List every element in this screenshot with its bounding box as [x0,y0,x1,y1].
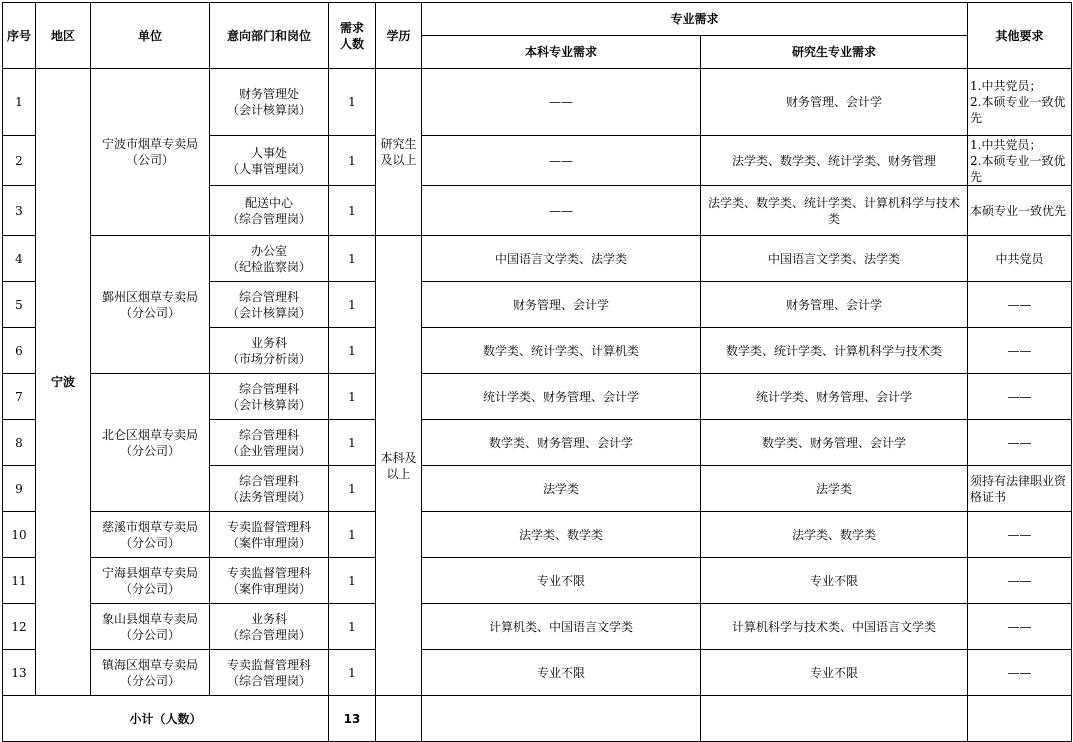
dept-line: （案件审理岗） [226,535,311,550]
major-pg-cell: 统计学类、财务管理、会计学 [701,374,968,420]
dept-cell [210,466,329,512]
count-cell: 1 [329,282,376,328]
edu-cell [376,69,422,236]
subtotal-empty-edu [376,696,422,742]
dept-cell [210,186,329,236]
count-cell: 1 [329,420,376,466]
count-cell: 1 [329,650,376,696]
header-row-1 [3,3,1072,36]
other-line: —— [1007,297,1032,312]
dept-cell [210,328,329,374]
unit-cell [91,512,210,558]
header-major-pg: 研究生专业需求 [701,36,968,69]
unit-line: （分公司） [119,627,180,642]
table-row [3,69,1072,136]
count-cell: 1 [329,558,376,604]
unit-line: （分公司） [119,443,180,458]
unit-line: 北仑区烟草专卖局 [101,427,198,442]
other-line: 中共党员 [995,251,1044,266]
major-pg-cell: 专业不限 [701,558,968,604]
table-row [3,512,1072,558]
dept-cell [210,374,329,420]
major-ug-cell: 法学类、数学类 [422,512,701,558]
dept-cell [210,136,329,186]
count-cell: 1 [329,328,376,374]
dept-line: 专卖监督管理科 [226,565,311,580]
table-row [3,558,1072,604]
other-cell [968,558,1072,604]
other-cell [968,420,1072,466]
unit-line: 镇海区烟草专卖局 [101,657,198,672]
count-cell: 1 [329,512,376,558]
other-line: 2.本硕专业一致优先 [970,153,1066,184]
count-cell: 1 [329,374,376,420]
other-cell [968,186,1072,236]
unit-line: 慈溪市烟草专卖局 [101,519,198,534]
major-pg-cell: 法学类、数学类、统计学类、财务管理 [701,136,968,186]
dept-line: 业务科 [250,335,287,350]
header-count [329,3,376,69]
header-major-ug: 本科专业需求 [422,36,701,69]
count-cell: 1 [329,466,376,512]
dept-line: 综合管理科 [238,473,299,488]
count-cell: 1 [329,604,376,650]
other-line: —— [1007,619,1032,634]
count-cell: 1 [329,136,376,186]
count-cell: 1 [329,69,376,136]
major-ug-cell: 数学类、统计学类、计算机类 [422,328,701,374]
subtotal-empty-other [968,696,1072,742]
seq-cell: 4 [3,236,36,282]
other-line: —— [1007,573,1032,588]
subtotal-empty-pg [701,696,968,742]
dept-line: （会计核算岗） [226,397,311,412]
header-edu: 学历 [376,3,422,69]
edu-line: 本科及 [380,450,417,465]
dept-line: 配送中心 [244,195,293,210]
major-ug-cell: 专业不限 [422,650,701,696]
header-other: 其他要求 [968,3,1072,69]
dept-line: （法务管理岗） [226,489,311,504]
count-cell: 1 [329,186,376,236]
seq-cell: 3 [3,186,36,236]
header-count-line1: 需求 [339,20,364,35]
major-ug-cell: 中国语言文学类、法学类 [422,236,701,282]
dept-line: （会计核算岗） [226,103,311,117]
dept-line: 综合管理科 [238,427,299,442]
subtotal-empty-ug [422,696,701,742]
major-pg-cell: 法学类、数学类 [701,512,968,558]
dept-line: （综合管理岗） [226,673,311,688]
dept-cell [210,512,329,558]
unit-cell [91,69,210,236]
seq-cell: 12 [3,604,36,650]
seq-cell: 11 [3,558,36,604]
dept-line: 专卖监督管理科 [226,657,311,672]
other-cell [968,236,1072,282]
dept-cell [210,420,329,466]
dept-cell [210,558,329,604]
edu-line: 研究生 [380,137,417,151]
dept-line: 综合管理科 [238,289,299,304]
unit-cell [91,650,210,696]
other-cell [968,466,1072,512]
other-line: —— [1007,343,1032,358]
dept-cell [210,604,329,650]
major-pg-cell: 计算机科学与技术类、中国语言文学类 [701,604,968,650]
other-cell [968,604,1072,650]
major-pg-cell: 法学类 [701,466,968,512]
major-ug-cell: 法学类 [422,466,701,512]
edu-cell [376,236,422,696]
seq-cell: 13 [3,650,36,696]
other-cell [968,650,1072,696]
other-cell [968,374,1072,420]
table-row [3,604,1072,650]
unit-line: 宁波市烟草专卖局 [101,137,198,151]
header-region: 地区 [36,3,91,69]
other-line: 1.中共党员； [970,137,1042,152]
major-ug-cell: 专业不限 [422,558,701,604]
subtotal-label: 小计（人数） [3,696,329,742]
major-ug-cell: 财务管理、会计学 [422,282,701,328]
other-cell [968,328,1072,374]
major-ug-cell: 数学类、财务管理、会计学 [422,420,701,466]
dept-line: （会计核算岗） [226,305,311,320]
other-line: —— [1007,389,1032,404]
seq-cell: 6 [3,328,36,374]
dept-line: 业务科 [250,611,287,626]
seq-cell: 8 [3,420,36,466]
header-count-line2: 人数 [339,36,364,51]
other-cell [968,282,1072,328]
seq-cell: 1 [3,69,36,136]
dept-line: （综合管理岗） [226,627,311,642]
dept-cell [210,282,329,328]
seq-cell: 7 [3,374,36,420]
header-major: 专业需求 [422,3,968,36]
header-dept: 意向部门和岗位 [210,3,329,69]
subtotal-count: 13 [329,696,376,742]
unit-line: 鄞州区烟草专卖局 [101,289,198,304]
unit-line: （分公司） [119,581,180,596]
unit-cell [91,236,210,374]
other-line: 2.本硕专业一致优先 [970,95,1066,125]
seq-cell: 10 [3,512,36,558]
unit-line: 象山县烟草专卖局 [101,611,198,626]
dept-line: （案件审理岗） [226,581,311,596]
dept-cell [210,69,329,136]
other-line: 本硕专业一致优先 [970,203,1067,218]
dept-line: （人事管理岗） [226,161,311,176]
major-ug-cell: —— [422,136,701,186]
unit-cell [91,374,210,512]
dept-line: 综合管理科 [238,381,299,396]
other-line: 1.中共党员； [970,79,1042,93]
unit-cell [91,604,210,650]
table-row [3,236,1072,282]
dept-line: 办公室 [250,243,287,258]
dept-line: 专卖监督管理科 [226,519,311,534]
unit-line: 宁海县烟草专卖局 [101,565,198,580]
other-cell [968,136,1072,186]
header-unit: 单位 [91,3,210,69]
subtotal-row [3,696,1072,742]
major-ug-cell: 统计学类、财务管理、会计学 [422,374,701,420]
major-pg-cell: 数学类、统计学类、计算机科学与技术类 [701,328,968,374]
edu-line: 及以上 [380,153,417,167]
major-ug-cell: 计算机类、中国语言文学类 [422,604,701,650]
unit-line: （分公司） [119,535,180,550]
other-cell [968,69,1072,136]
edu-line: 以上 [386,466,411,481]
other-line: —— [1007,527,1032,542]
major-pg-cell: 法学类、数学类、统计学类、计算机科学与技术类 [701,186,968,236]
dept-line: 人事处 [250,145,287,160]
seq-cell: 2 [3,136,36,186]
dept-cell [210,236,329,282]
seq-cell: 5 [3,282,36,328]
unit-cell [91,558,210,604]
major-pg-cell: 财务管理、会计学 [701,69,968,136]
dept-line: 财务管理处 [238,87,299,101]
unit-line: （公司） [125,153,174,167]
dept-cell [210,650,329,696]
major-ug-cell: —— [422,69,701,136]
other-line: 须持有法律职业资格证书 [970,473,1067,504]
seq-cell: 9 [3,466,36,512]
other-line: —— [1007,665,1032,680]
other-line: —— [1007,435,1032,450]
major-pg-cell: 数学类、财务管理、会计学 [701,420,968,466]
dept-line: （市场分析岗） [226,351,311,366]
unit-line: （分公司） [119,673,180,688]
major-ug-cell: —— [422,186,701,236]
major-pg-cell: 中国语言文学类、法学类 [701,236,968,282]
unit-line: （分公司） [119,305,180,320]
dept-line: （纪检监察岗） [226,259,311,274]
other-cell [968,512,1072,558]
table-row [3,374,1072,420]
dept-line: （企业管理岗） [226,443,311,458]
header-seq: 序号 [3,3,36,69]
major-pg-cell: 专业不限 [701,650,968,696]
major-pg-cell: 财务管理、会计学 [701,282,968,328]
count-cell: 1 [329,236,376,282]
region-cell: 宁波 [36,69,91,696]
dept-line: （综合管理岗） [226,211,311,226]
table-row [3,650,1072,696]
recruitment-table [2,2,1072,742]
